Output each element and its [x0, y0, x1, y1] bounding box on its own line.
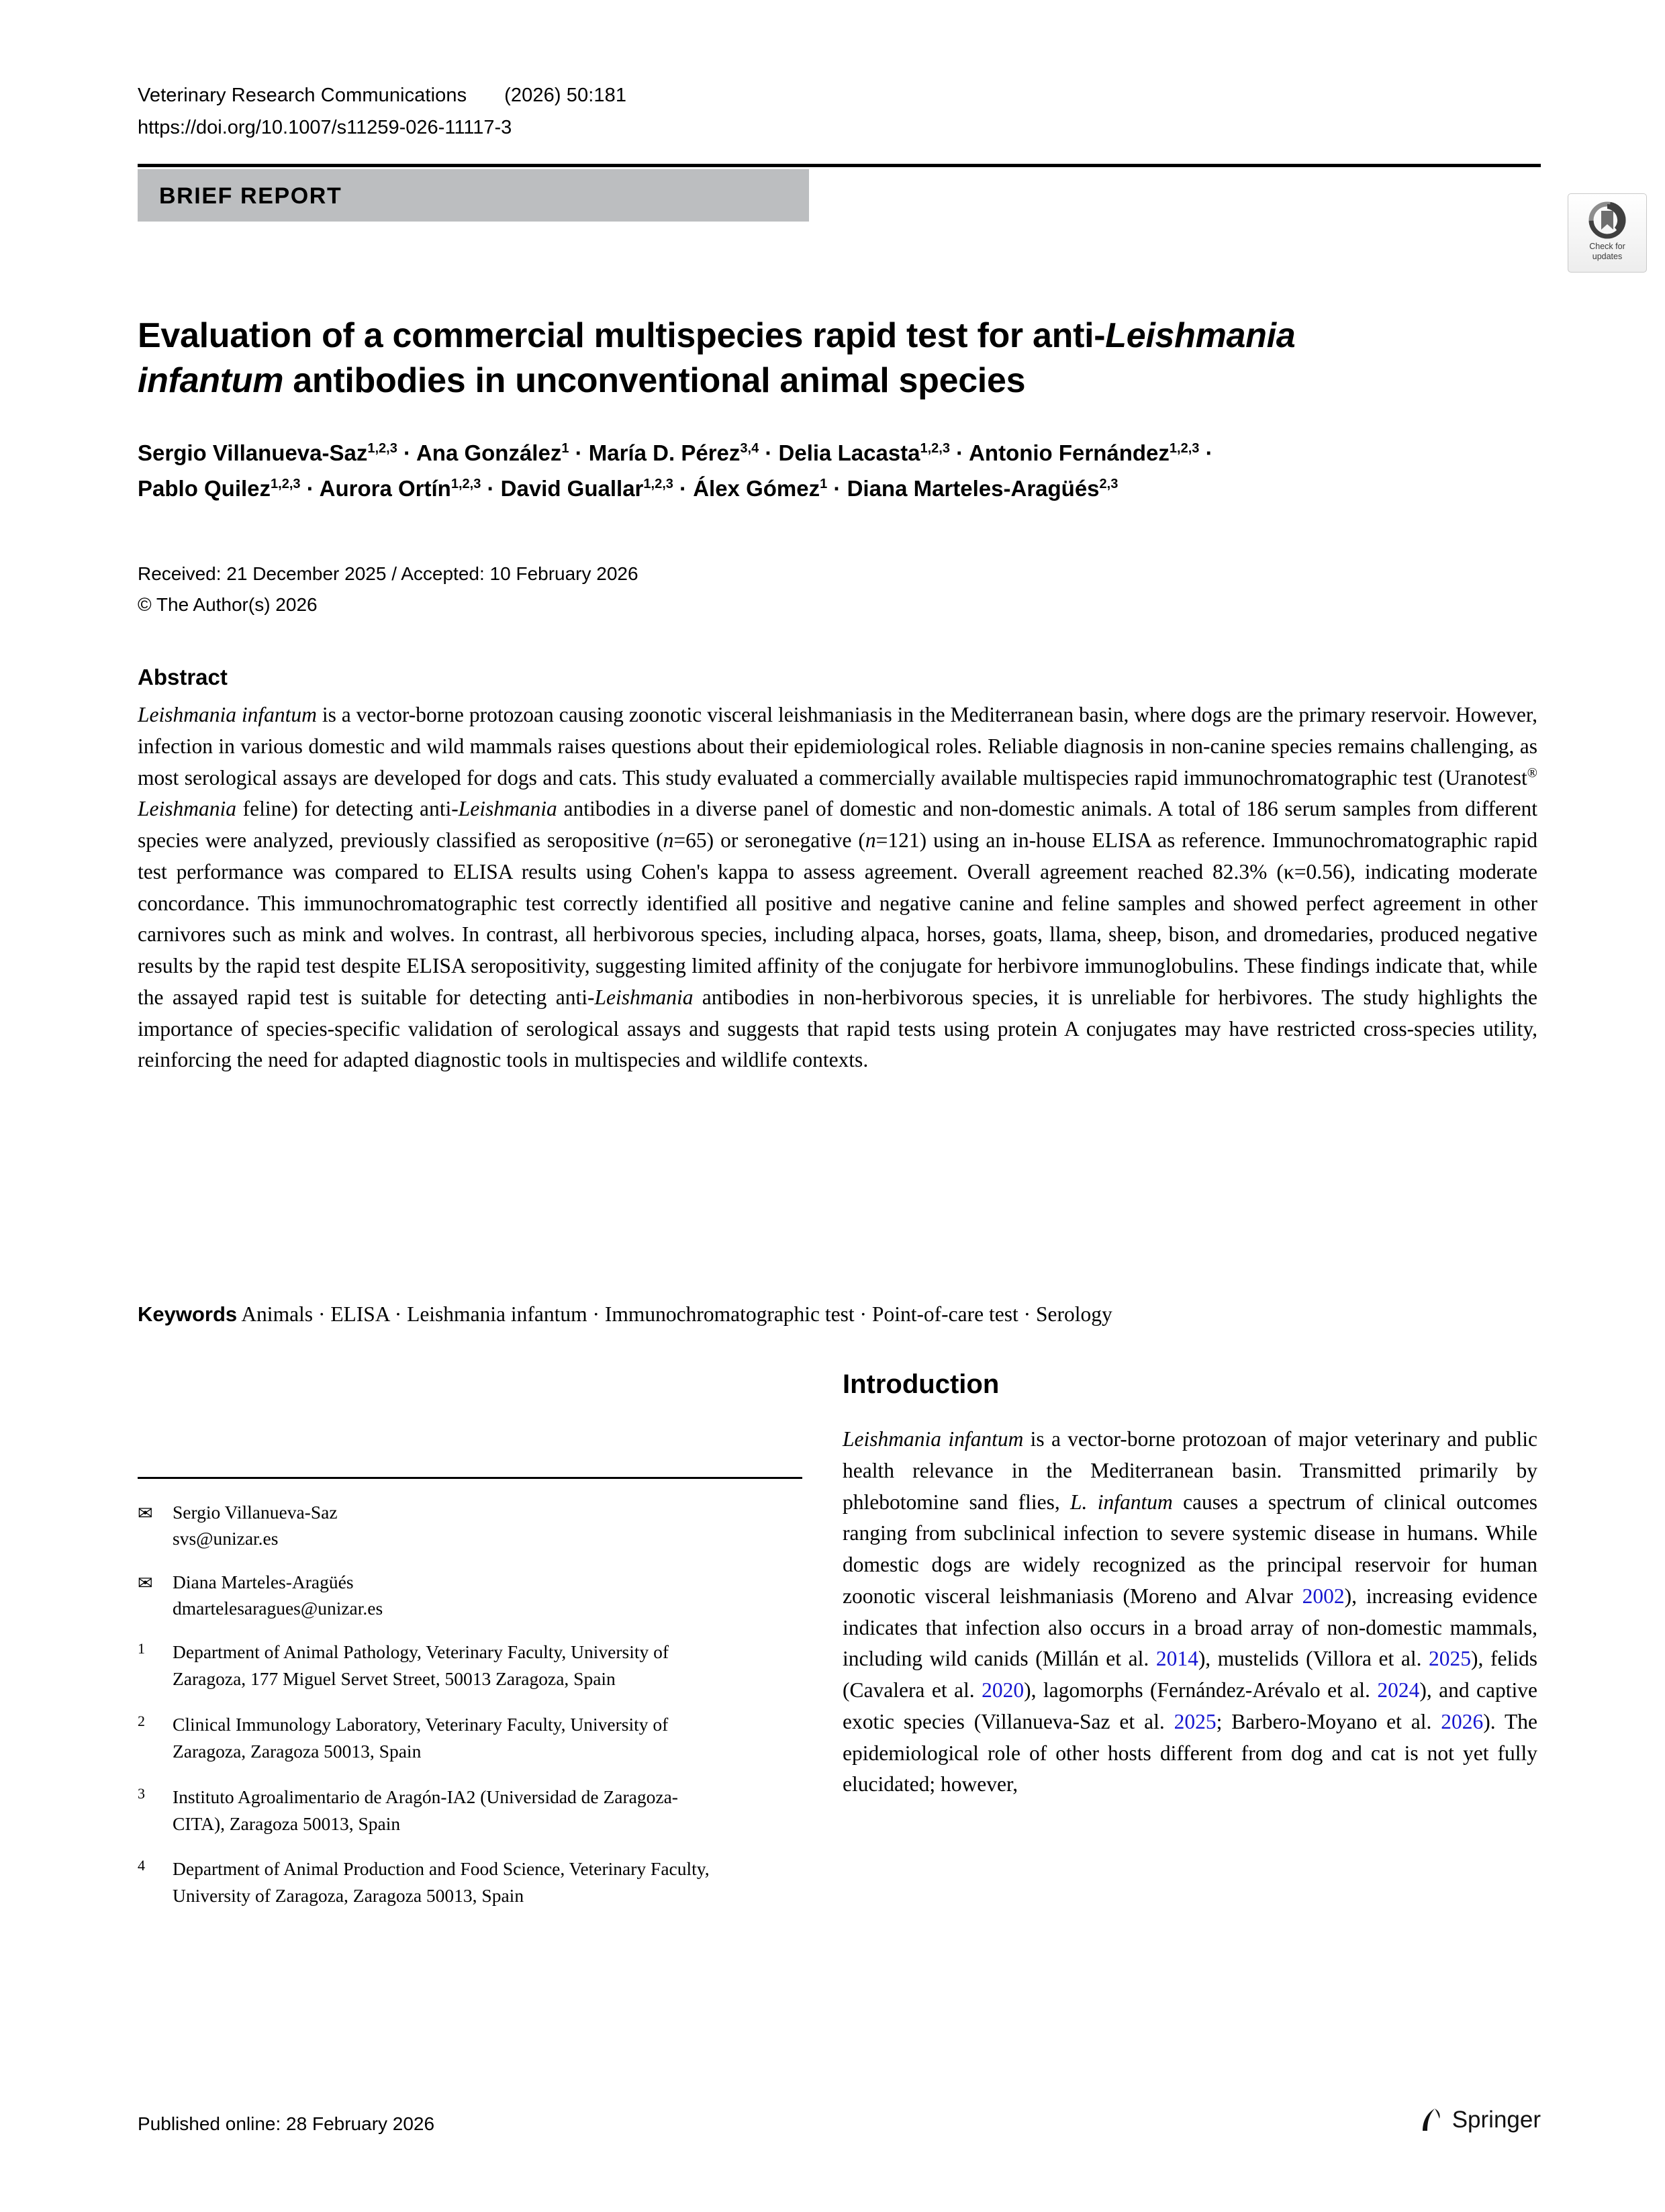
title-italic-species: infantum — [138, 360, 284, 400]
introduction-paragraph — [843, 1424, 1537, 1800]
keyword-item: Immunochromatographic test — [604, 1302, 855, 1326]
title-italic-genus: Leishmania — [1105, 316, 1296, 355]
abstract-species-italic: Leishmania infantum — [138, 703, 317, 726]
keyword-separator: · — [313, 1302, 331, 1326]
affiliation-number: 2 — [138, 1712, 145, 1729]
registered-trademark-icon: ® — [1527, 765, 1537, 781]
introduction-column — [843, 1369, 1537, 1800]
keywords-row — [138, 1299, 1537, 1330]
page-content — [138, 0, 1625, 2212]
check-for-updates-line1: Check for — [1589, 242, 1625, 251]
springer-logo — [1420, 2107, 1541, 2133]
affiliation-entry — [138, 1639, 802, 1692]
correspondence-divider — [138, 1477, 802, 1479]
intro-chunk: is a vector-borne protozoan of major veterinary and public health relevance in the Mediterranean basin. Transmitted primarily by phlebotomine sand flies, — [843, 1427, 1537, 1514]
author-name: Ana González — [416, 440, 562, 465]
publication-dates — [138, 559, 638, 620]
abstract-chunk: is a vector-borne protozoan causing zoonotic visceral leishmaniasis in the Mediterranean basin, where dogs are the primary reservoir. However, infection in various domestic and wild mammals raises questions about their epidemiological roles. Reliable diagnosis in non-canine species remains challenging, as most serological assays are developed for dogs and cats. This study evaluated a commercially available multispecies rapid immunochromatographic test (Uranotest — [138, 703, 1537, 789]
affiliation-number: 3 — [138, 1784, 145, 1802]
copyright-line: © The Author(s) 2026 — [138, 593, 318, 615]
author-name: Sergio Villanueva-Saz — [138, 440, 368, 465]
author-affiliation-marker: 3,4 — [740, 441, 759, 456]
springer-wordmark: Springer — [1452, 2107, 1541, 2133]
author-name: Álex Gómez — [693, 476, 820, 501]
affiliation-entry — [138, 1711, 802, 1765]
affiliation-number: 1 — [138, 1640, 145, 1657]
author-item — [138, 476, 301, 501]
header-divider — [138, 164, 1541, 167]
citation-link[interactable]: 2002 — [1302, 1584, 1345, 1608]
abstract-species-italic: Leishmania — [138, 797, 237, 821]
keyword-item: Animals — [241, 1302, 314, 1326]
author-line-1 — [138, 435, 1480, 471]
author-name: María D. Pérez — [588, 440, 741, 465]
journal-volume-issue: (2026) 50:181 — [504, 85, 627, 106]
abstract-text — [138, 700, 1537, 1076]
keyword-item: Leishmania infantum — [407, 1302, 587, 1326]
intro-chunk: ; Barbero-Moyano et al. — [1216, 1709, 1441, 1733]
author-separator: · — [397, 440, 416, 465]
intro-species-italic: Leishmania infantum — [843, 1427, 1024, 1451]
received-accepted-line: Received: 21 December 2025 / Accepted: 10 February 2026 — [138, 563, 638, 584]
author-item — [320, 476, 481, 501]
intro-chunk: ), lagomorphs (Fernández-Arévalo et al. — [1024, 1678, 1378, 1702]
correspondence-entry — [138, 1569, 802, 1621]
citation-link[interactable]: 2025 — [1429, 1647, 1472, 1671]
journal-header — [138, 81, 1541, 143]
author-item — [416, 440, 569, 465]
keyword-separator: · — [389, 1302, 408, 1326]
author-separator: · — [759, 440, 779, 465]
correspondence-entry — [138, 1499, 802, 1551]
springer-logo-icon — [1420, 2107, 1444, 2133]
keyword-separator: · — [854, 1302, 872, 1326]
author-item — [847, 476, 1119, 501]
corresponding-author-email[interactable]: dmartelesaragues@unizar.es — [173, 1598, 383, 1619]
affiliation-text: Department of Animal Production and Food Science, Veterinary Faculty, University of Zaragoza, Zaragoza 50013, Spain — [173, 1858, 710, 1907]
author-item — [693, 476, 827, 501]
affiliation-text: Instituto Agroalimentario de Aragón-IA2 (Universidad de Zaragoza-CITA), Zaragoza 50013, Spain — [173, 1786, 678, 1834]
author-item — [969, 440, 1199, 465]
author-item — [779, 440, 950, 465]
abstract-chunk: feline) for detecting anti- — [236, 797, 459, 821]
intro-species-italic: L. infantum — [1070, 1490, 1173, 1514]
journal-name: Veterinary Research Communications — [138, 85, 467, 106]
intro-chunk: causes a spectrum of clinical outcomes ranging from subclinical infection to severe systemic disease in humans. While domestic dogs are widely recognized as the principal reservoir for human zoonotic visceral leishmaniasis (Moreno and Alvar — [843, 1490, 1537, 1608]
intro-chunk: ), increasing evidence indicates that infection also occurs in a broad array of non-domestic mammals, including wild canids (Millán et al. — [843, 1584, 1537, 1671]
citation-link[interactable]: 2025 — [1174, 1709, 1217, 1733]
author-separator: · — [827, 476, 847, 501]
citation-link[interactable]: 2020 — [982, 1678, 1025, 1702]
author-affiliation-marker: 2,3 — [1099, 477, 1119, 492]
envelope-icon: ✉ — [138, 1503, 153, 1523]
author-name: Antonio Fernández — [969, 440, 1170, 465]
intro-chunk: ), and captive exotic species (Villanueva-Saz et al. — [843, 1678, 1537, 1733]
abstract-chunk: =65) or seronegative ( — [673, 828, 865, 853]
author-separator: · — [673, 476, 694, 501]
author-separator: · — [1199, 440, 1213, 465]
crossmark-badge-icon — [1586, 199, 1628, 241]
keyword-separator: · — [587, 1302, 605, 1326]
author-name: Diana Marteles-Aragüés — [847, 476, 1100, 501]
affiliation-entry — [138, 1856, 802, 1909]
author-item — [138, 440, 397, 465]
author-affiliation-marker: 1,2,3 — [920, 441, 950, 456]
author-name: David Guallar — [500, 476, 644, 501]
affiliation-number: 4 — [138, 1857, 145, 1874]
author-separator: · — [300, 476, 320, 501]
abstract-chunk: antibodies in a diverse panel of domestic and non-domestic animals. A total of 186 serum samples from different species were analyzed, previously classified as seropositive ( — [138, 797, 1537, 853]
corresponding-author-email[interactable]: svs@unizar.es — [173, 1528, 279, 1549]
author-list — [138, 435, 1480, 507]
citation-link[interactable]: 2014 — [1155, 1647, 1198, 1671]
author-affiliation-marker: 1,2,3 — [271, 477, 301, 492]
author-affiliation-marker: 1,2,3 — [367, 441, 397, 456]
author-affiliation-marker: 1,2,3 — [450, 477, 481, 492]
keyword-item: Point-of-care test — [871, 1302, 1018, 1326]
author-separator: · — [949, 440, 969, 465]
article-type-banner — [138, 169, 809, 222]
intro-chunk: ), felids (Cavalera et al. — [843, 1647, 1537, 1702]
corresponding-author-name: Diana Marteles-Aragüés — [173, 1572, 354, 1593]
keyword-separator: · — [1018, 1302, 1036, 1326]
abstract-heading: Abstract — [138, 665, 228, 689]
citation-link[interactable]: 2026 — [1441, 1709, 1484, 1733]
check-for-updates-badge[interactable] — [1568, 193, 1647, 273]
envelope-icon: ✉ — [138, 1573, 153, 1594]
affiliation-text: Clinical Immunology Laboratory, Veterinary Faculty, University of Zaragoza, Zaragoza 50013, Spain — [173, 1713, 669, 1762]
abstract-species-italic: Leishmania — [458, 797, 557, 821]
author-item — [501, 476, 673, 501]
article-type-label: BRIEF REPORT — [159, 183, 342, 209]
affiliation-text: Department of Animal Pathology, Veterinary Faculty, University of Zaragoza, 177 Miguel Servet Street, 50013 Zaragoza, Spain — [173, 1641, 669, 1690]
page-title — [138, 314, 1413, 403]
section-heading-introduction: Introduction — [843, 1369, 1000, 1399]
author-affiliation-marker: 1 — [820, 477, 828, 492]
author-item — [589, 440, 759, 465]
intro-chunk: ). The epidemiological role of other hosts different from dog and cat is not yet fully elucidated; however, — [843, 1709, 1537, 1796]
author-line-2 — [138, 471, 1480, 506]
keyword-item: Serology — [1035, 1302, 1112, 1326]
abstract-n-italic: n — [663, 828, 674, 853]
keyword-item: ELISA — [330, 1302, 389, 1326]
correspondence-and-affiliations — [138, 1477, 802, 1928]
title-part-2: antibodies in unconventional animal species — [283, 360, 1026, 400]
abstract-species-italic: Leishmania — [594, 985, 694, 1009]
title-part-1: Evaluation of a commercial multispecies rapid test for anti- — [138, 316, 1106, 355]
author-affiliation-marker: 1,2,3 — [1169, 441, 1200, 456]
author-name: Pablo Quilez — [138, 476, 271, 501]
keywords-label: Keywords — [138, 1302, 238, 1326]
journal-doi-link[interactable]: https://doi.org/10.1007/s11259-026-11117-3 — [138, 116, 512, 138]
intro-chunk: ), mustelids (Villora et al. — [1198, 1647, 1429, 1671]
citation-link[interactable]: 2024 — [1377, 1678, 1420, 1702]
author-separator: · — [569, 440, 589, 465]
affiliation-entry — [138, 1784, 802, 1837]
journal-title-line — [138, 81, 1541, 111]
abstract-chunk: =121) using an in-house ELISA as reference. Immunochromatographic rapid test performance was compared to ELISA results using Cohen's kappa to assess agreement. Overall agreement reached 82.3% (κ=0.56), indicating moderate concordance. This immunochromatographic test correctly identified all positive and negative canine and feline samples and showed perfect agreement in other carnivores such as mink and wolves. In contrast, all herbivorous species, including alpaca, horses, goats, llama, sheep, bison, and dromedaries, produced negative results by the rapid test despite ELISA seropositivity, suggesting limited affinity of the conjugate for herbivore immunoglobulins. These findings indicate that, while the assayed rapid test is suitable for detecting anti- — [138, 828, 1537, 1009]
check-for-updates-line2: updates — [1592, 252, 1623, 261]
author-name: Aurora Ortín — [319, 476, 451, 501]
author-affiliation-marker: 1 — [561, 441, 569, 456]
author-separator: · — [481, 476, 501, 501]
abstract-n-italic: n — [865, 828, 876, 853]
corresponding-author-name: Sergio Villanueva-Saz — [173, 1502, 338, 1523]
published-online-date: Published online: 28 February 2026 — [138, 2113, 435, 2134]
author-affiliation-marker: 1,2,3 — [643, 477, 673, 492]
abstract-chunk: antibodies in non-herbivorous species, it is unreliable for herbivores. The study highlights the importance of species-specific validation of serological assays and suggests that rapid tests using protein A conjugates may have restricted cross-species utility, reinforcing the need for adapted diagnostic tools in multispecies and wildlife contexts. — [138, 985, 1537, 1072]
author-name: Delia Lacasta — [778, 440, 920, 465]
